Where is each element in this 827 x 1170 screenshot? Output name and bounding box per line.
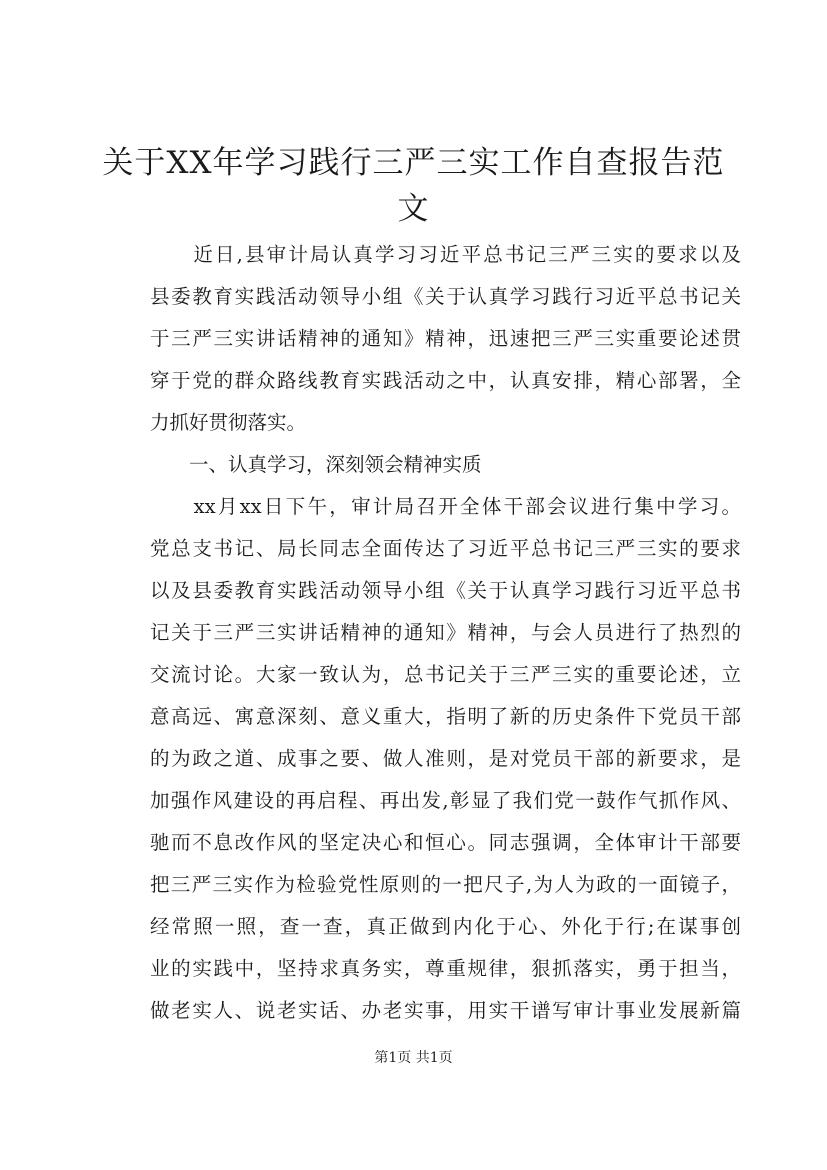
text-line: 把三严三实作为检验党性原则的一把尺子,为人为政的一面镜子， bbox=[150, 873, 741, 896]
paragraph-study bbox=[111, 486, 741, 1032]
text-line: 的为政之道、成事之要、做人准则，是对党员干部的新要求，是 bbox=[150, 747, 741, 770]
document-title bbox=[100, 140, 727, 232]
title-line-2: 文 bbox=[397, 191, 430, 227]
text-line: 一、认真学习，深刻领会精神实质 bbox=[150, 453, 482, 476]
text-line: xx月xx日下午，审计局召开全体干部会议进行集中学习。 bbox=[150, 495, 741, 518]
text-line: 穿于党的群众路线教育实践活动之中，认真安排，精心部署，全 bbox=[150, 369, 741, 392]
text-line: 力抓好贯彻落实。 bbox=[150, 411, 307, 434]
text-line: 加强作风建设的再启程、再出发,彰显了我们党一鼓作气抓作风、 bbox=[150, 789, 741, 812]
section-heading bbox=[111, 444, 741, 486]
text-line: 经常照一照，查一查，真正做到内化于心、外化于行;在谋事创 bbox=[150, 915, 741, 938]
paragraph-intro bbox=[111, 234, 741, 444]
text-line: 以及县委教育实践活动领导小组《关于认真学习践行习近平总书 bbox=[150, 579, 741, 602]
text-line: 驰而不息改作风的坚定决心和恒心。同志强调，全体审计干部要 bbox=[150, 831, 741, 854]
text-line: 党总支书记、局长同志全面传达了习近平总书记三严三实的要求 bbox=[150, 537, 741, 560]
title-line-1: 关于XX年学习践行三严三实工作自查报告范 bbox=[102, 145, 725, 181]
document-body bbox=[111, 234, 741, 1032]
text-line: 近日,县审计局认真学习习近平总书记三严三实的要求以及 bbox=[150, 243, 741, 266]
text-line: 业的实践中，坚持求真务实，尊重规律，狠抓落实，勇于担当， bbox=[150, 957, 741, 980]
text-line: 交流讨论。大家一致认为，总书记关于三严三实的重要论述，立 bbox=[150, 663, 741, 686]
page-footer: 第1页 共1页 bbox=[374, 1050, 453, 1066]
text-line: 县委教育实践活动领导小组《关于认真学习践行习近平总书记关 bbox=[150, 285, 741, 308]
text-line: 意高远、寓意深刻、意义重大，指明了新的历史条件下党员干部 bbox=[150, 705, 741, 728]
text-line: 记关于三严三实讲话精神的通知》精神，与会人员进行了热烈的 bbox=[150, 621, 741, 644]
text-line: 做老实人、说老实话、办老实事，用实干谱写审计事业发展新篇 bbox=[150, 999, 741, 1022]
text-line: 于三严三实讲话精神的通知》精神，迅速把三严三实重要论述贯 bbox=[150, 327, 741, 350]
